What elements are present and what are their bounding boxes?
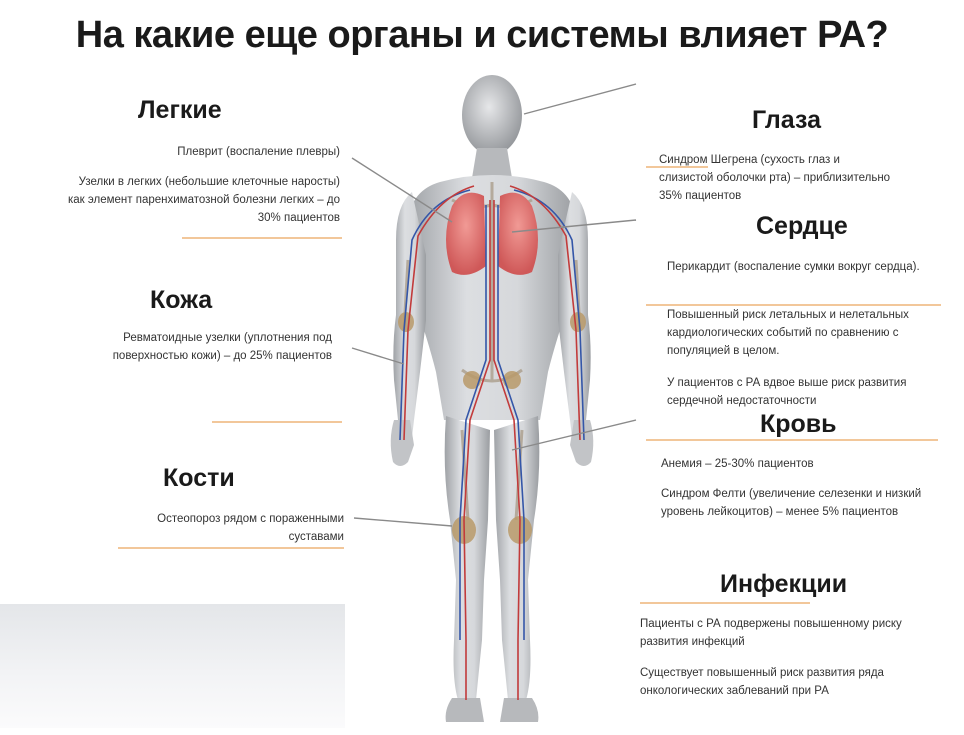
heart-item: Перикардит (воспаление сумки вокруг сердца). xyxy=(667,261,920,273)
bottom-left-shade xyxy=(0,604,345,728)
eyes-divider xyxy=(646,166,708,168)
page-title: На какие еще органы и системы влияет РА? xyxy=(75,14,889,56)
infections-divider xyxy=(640,602,810,604)
skin-divider xyxy=(212,421,342,423)
lungs-item: Узелки в легких (небольшие клеточные наросты) как элемент паренхиматозной болезни легких – до 30% пациентов xyxy=(68,176,340,224)
bones-item: Остеопороз рядом с пораженными суставами xyxy=(157,513,344,543)
eyes-item: Синдром Шегрена (сухость глаз и слизистой оболочки рта) – приблизительно 35% пациентов xyxy=(659,154,891,202)
skin-heading: Кожа xyxy=(150,286,213,314)
blood-item: Анемия – 25-30% пациентов xyxy=(661,458,814,470)
blood-divider xyxy=(646,439,938,441)
skin-item: Ревматоидные узелки (уплотнения под поверхностью кожи) – до 25% пациентов xyxy=(112,332,332,362)
lungs-heading: Легкие xyxy=(138,96,222,124)
blood-item: Синдром Фелти (увеличение селезенки и низкий уровень лейкоцитов) – менее 5% пациентов xyxy=(661,488,922,518)
lungs-item: Плеврит (воспаление плевры) xyxy=(177,146,340,158)
lungs-divider xyxy=(182,237,342,239)
heart-heading: Сердце xyxy=(756,212,848,240)
heart-item: Повышенный риск летальных и нелетальных кардиологических событий по сравнению с популяцией в целом. xyxy=(667,309,909,357)
infections-heading: Инфекции xyxy=(720,570,848,598)
bones-divider xyxy=(118,547,344,549)
bones-heading: Кости xyxy=(163,464,235,492)
heart-item: У пациентов с РА вдвое выше риск развития сердечной недостаточности xyxy=(667,377,907,407)
body-silhouette xyxy=(391,75,594,722)
infections-item: Существует повышенный риск развития ряда онкологических заблеваний при РА xyxy=(640,667,884,697)
eyes-heading: Глаза xyxy=(752,106,822,134)
blood-heading: Кровь xyxy=(760,410,837,438)
infections-item: Пациенты с РА подвержены повышенному риску развития инфекций xyxy=(640,618,902,648)
